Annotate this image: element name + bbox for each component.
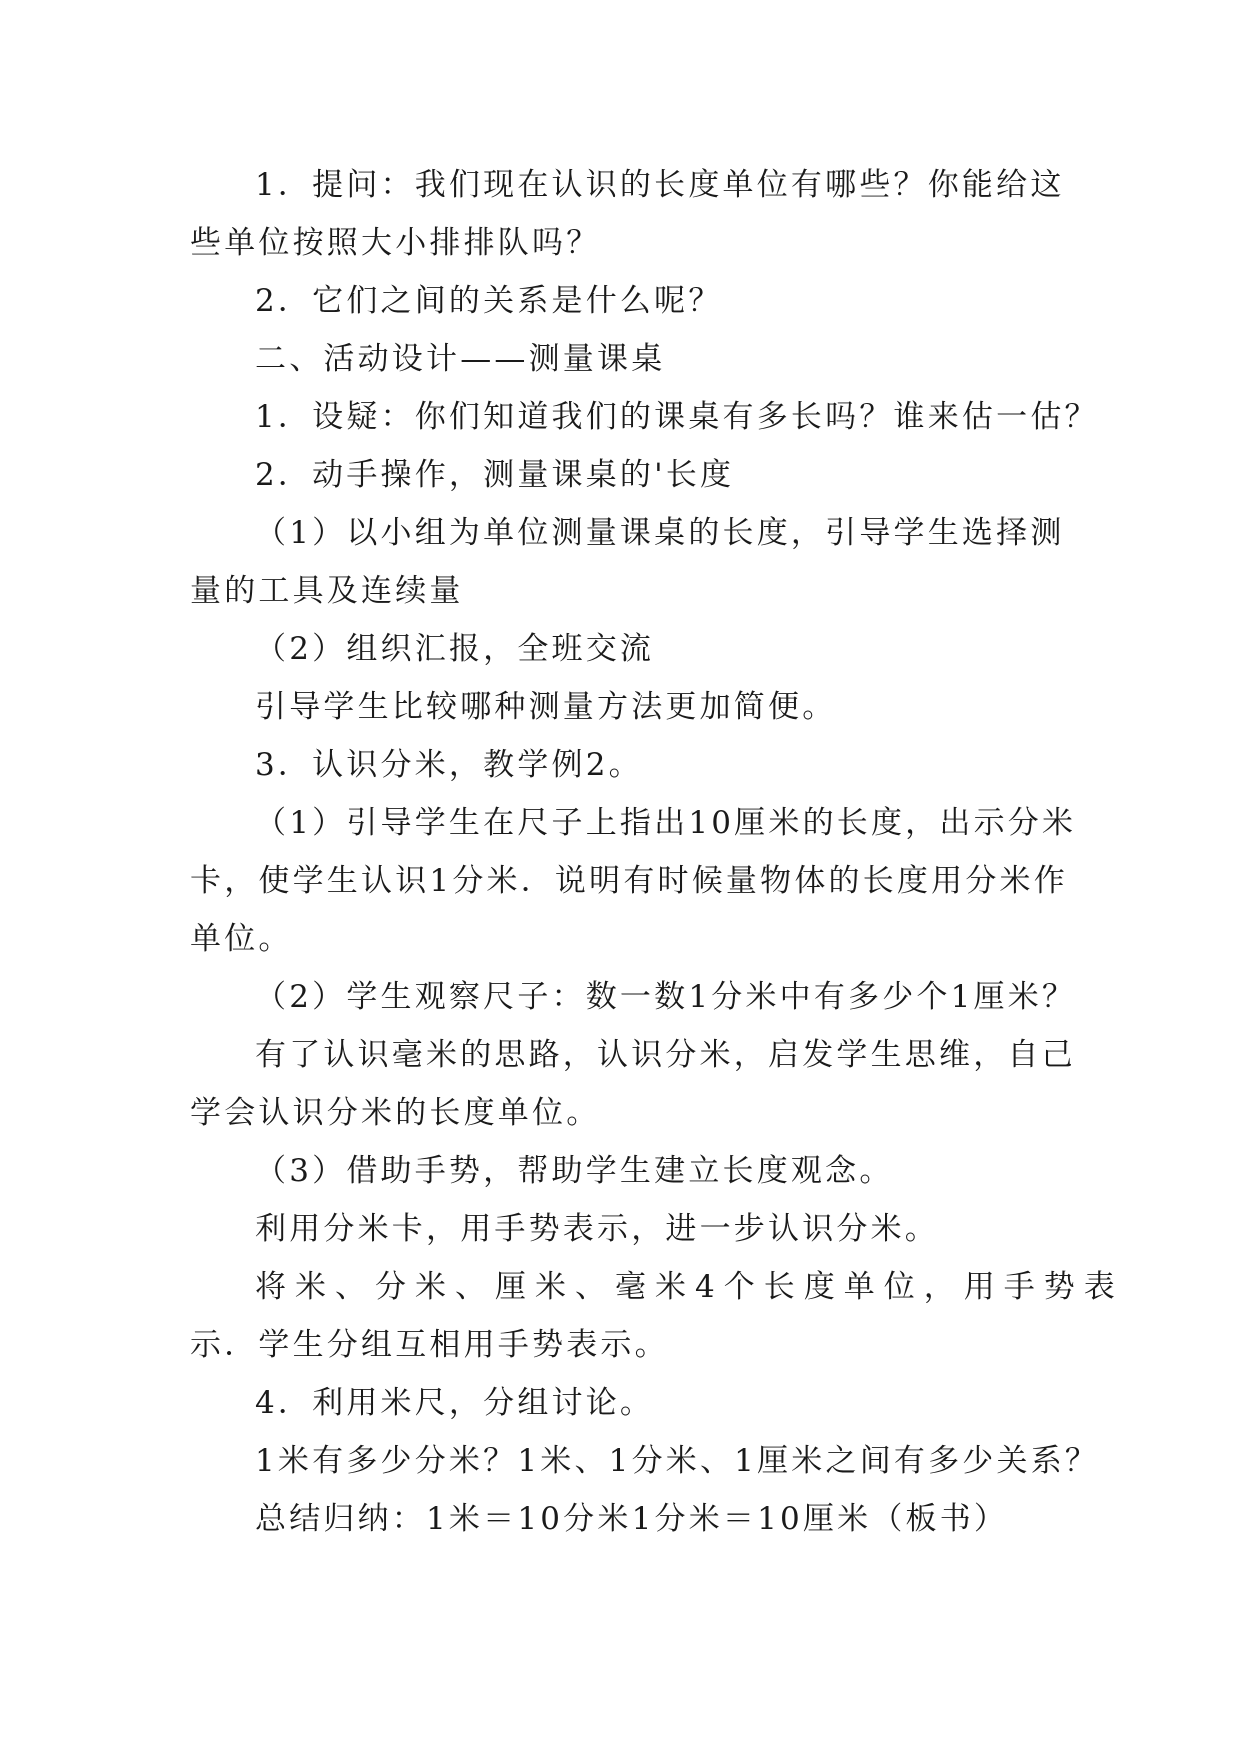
paragraph-line: 利用分米卡，用手势表示，进一步认识分米。 (255, 1211, 939, 1247)
paragraph-line: 将米、分米、厘米、毫米4个长度单位，用手势表 (255, 1269, 1124, 1305)
paragraph-line: 量的工具及连续量 (190, 573, 464, 609)
paragraph-line: 2．它们之间的关系是什么呢？ (255, 283, 723, 319)
paragraph-line: （1）以小组为单位测量课桌的长度，引导学生选择测 (255, 515, 1065, 551)
paragraph-line: 引导学生比较哪种测量方法更加简便。 (255, 689, 837, 725)
paragraph-line: 总结归纳：1米＝10分米1分米＝10厘米（板书） (255, 1501, 1009, 1537)
paragraph-line: （2）组织汇报，全班交流 (255, 631, 655, 667)
paragraph-line: 1．提问：我们现在认识的长度单位有哪些？你能给这 (255, 167, 1065, 203)
paragraph-line: 1米有多少分米？1米、1分米、1厘米之间有多少关系？ (255, 1443, 1100, 1479)
paragraph-line: 学会认识分米的长度单位。 (190, 1095, 601, 1131)
paragraph-line: 3．认识分米，教学例2。 (255, 747, 643, 783)
paragraph-line: 卡，使学生认识1分米．说明有时候量物体的长度用分米作 (190, 863, 1068, 899)
paragraph-line: 4．利用米尺，分组讨论。 (255, 1385, 655, 1421)
paragraph-line: 示．学生分组互相用手势表示。 (190, 1327, 669, 1363)
paragraph-line: 2．动手操作，测量课桌的'长度 (255, 457, 735, 493)
paragraph-line: （1）引导学生在尺子上指出10厘米的长度，出示分米 (255, 805, 1077, 841)
paragraph-line: （2）学生观察尺子：数一数1分米中有多少个1厘米？ (255, 979, 1077, 1015)
paragraph-line: 单位。 (190, 921, 293, 957)
paragraph-line: 有了认识毫米的思路，认识分米，启发学生思维，自己 (255, 1037, 1076, 1073)
section-heading: 二、活动设计——测量课桌 (255, 341, 666, 377)
paragraph-line: 些单位按照大小排排队吗？ (190, 225, 601, 261)
paragraph-line: 1．设疑：你们知道我们的课桌有多长吗？谁来估一估？ (255, 399, 1099, 435)
paragraph-line: （3）借助手势，帮助学生建立长度观念。 (255, 1153, 894, 1189)
